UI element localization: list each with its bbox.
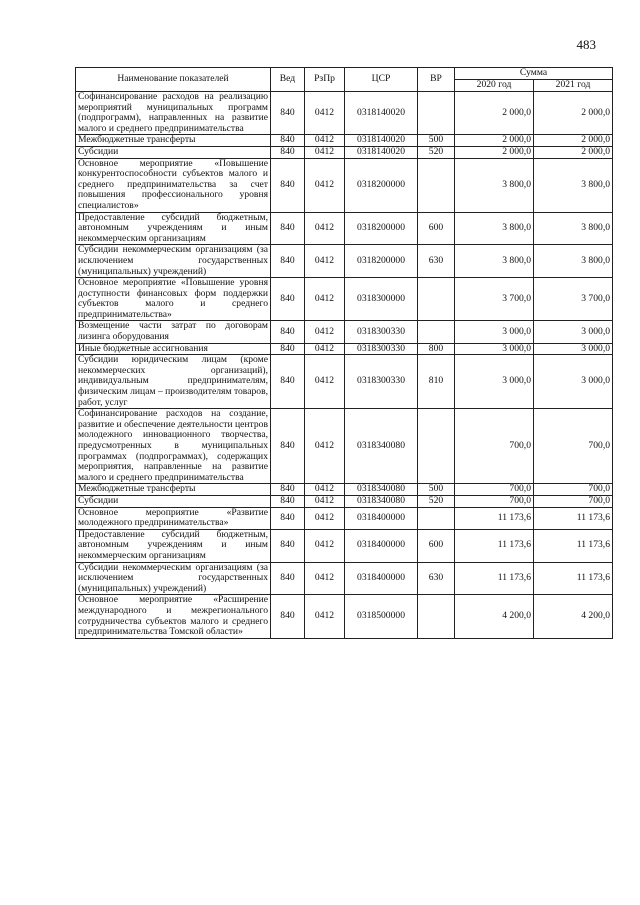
cell-vr: 500 — [418, 484, 455, 496]
cell-name: Основное мероприятие «Расширение международного и межрегионального сотрудничества субъектов малого и среднего предпринимательства Томской области» — [76, 595, 271, 638]
cell-name: Возмещение части затрат по договорам лизинга оборудования — [76, 321, 271, 343]
cell-2021: 2 000,0 — [534, 135, 613, 147]
cell-ved: 840 — [271, 595, 305, 638]
cell-rzpr: 0412 — [305, 343, 345, 355]
cell-csr: 0318340080 — [345, 495, 418, 507]
cell-csr: 0318200000 — [345, 158, 418, 212]
cell-name: Софинансирование расходов на создание, развитие и обеспечение деятельности центров молодежного инновационного творчества, предусмотренных в муниципальных программах (подпрограммах), содержащих мероприятия, направленные на развитие малого и среднего предпринимательства — [76, 409, 271, 484]
table-row — [76, 245, 613, 278]
cell-vr — [418, 278, 455, 321]
cell-2021: 700,0 — [534, 409, 613, 484]
cell-vr: 630 — [418, 562, 455, 595]
page-number: 483 — [576, 37, 596, 52]
table-row — [76, 484, 613, 496]
cell-ved: 840 — [271, 158, 305, 212]
table-row — [76, 92, 613, 135]
header-ved: Вед — [271, 68, 305, 92]
cell-csr: 0318340080 — [345, 484, 418, 496]
cell-2020: 3 000,0 — [455, 343, 534, 355]
cell-2021: 11 173,6 — [534, 507, 613, 529]
cell-2021: 3 000,0 — [534, 355, 613, 409]
cell-2021: 700,0 — [534, 495, 613, 507]
cell-csr: 0318300330 — [345, 321, 418, 343]
cell-csr: 0318140020 — [345, 146, 418, 158]
cell-ved: 840 — [271, 146, 305, 158]
cell-2020: 3 000,0 — [455, 321, 534, 343]
cell-csr: 0318200000 — [345, 212, 418, 245]
cell-2021: 2 000,0 — [534, 92, 613, 135]
cell-2020: 3 700,0 — [455, 278, 534, 321]
cell-name: Иные бюджетные ассигнования — [76, 343, 271, 355]
table-row — [76, 278, 613, 321]
cell-csr: 0318200000 — [345, 245, 418, 278]
table-row — [76, 507, 613, 529]
cell-2020: 2 000,0 — [455, 146, 534, 158]
cell-2021: 3 800,0 — [534, 245, 613, 278]
cell-2020: 4 200,0 — [455, 595, 534, 638]
cell-vr — [418, 321, 455, 343]
cell-rzpr: 0412 — [305, 158, 345, 212]
table-row — [76, 409, 613, 484]
header-year-2020: 2020 год — [455, 80, 534, 92]
header-rzpr: РзПр — [305, 68, 345, 92]
cell-2020: 700,0 — [455, 495, 534, 507]
cell-rzpr: 0412 — [305, 409, 345, 484]
cell-2020: 3 800,0 — [455, 245, 534, 278]
cell-2021: 3 000,0 — [534, 321, 613, 343]
cell-vr: 800 — [418, 343, 455, 355]
cell-2021: 3 700,0 — [534, 278, 613, 321]
cell-ved: 840 — [271, 321, 305, 343]
cell-csr: 0318300000 — [345, 278, 418, 321]
cell-2021: 11 173,6 — [534, 529, 613, 562]
cell-2020: 3 800,0 — [455, 212, 534, 245]
cell-name: Субсидии некоммерческим организациям (за исключением государственных (муниципальных) учреждений) — [76, 562, 271, 595]
cell-2021: 700,0 — [534, 484, 613, 496]
cell-2021: 2 000,0 — [534, 146, 613, 158]
cell-rzpr: 0412 — [305, 484, 345, 496]
cell-rzpr: 0412 — [305, 135, 345, 147]
cell-name: Субсидии — [76, 495, 271, 507]
cell-rzpr: 0412 — [305, 92, 345, 135]
cell-ved: 840 — [271, 484, 305, 496]
cell-2021: 3 800,0 — [534, 212, 613, 245]
cell-2020: 2 000,0 — [455, 135, 534, 147]
cell-vr: 810 — [418, 355, 455, 409]
cell-ved: 840 — [271, 355, 305, 409]
table-row — [76, 595, 613, 638]
cell-ved: 840 — [271, 245, 305, 278]
table-row — [76, 562, 613, 595]
header-csr: ЦСР — [345, 68, 418, 92]
cell-ved: 840 — [271, 495, 305, 507]
cell-2021: 3 000,0 — [534, 343, 613, 355]
cell-2020: 11 173,6 — [455, 529, 534, 562]
cell-ved: 840 — [271, 562, 305, 595]
table-row — [76, 158, 613, 212]
cell-vr — [418, 158, 455, 212]
cell-name: Софинансирование расходов на реализацию мероприятий муниципальных программ (подпрограмм), направленных на развитие малого и среднего предпринимательства — [76, 92, 271, 135]
cell-rzpr: 0412 — [305, 495, 345, 507]
cell-vr — [418, 409, 455, 484]
cell-name: Предоставление субсидий бюджетным, автономным учреждениям и иным некоммерческим организациям — [76, 212, 271, 245]
cell-name: Основное мероприятие «Повышение уровня доступности финансовых форм поддержки субъектов малого и среднего предпринимательства» — [76, 278, 271, 321]
header-name: Наименование показателей — [76, 68, 271, 92]
cell-rzpr: 0412 — [305, 529, 345, 562]
cell-name: Предоставление субсидий бюджетным, автономным учреждениям и иным некоммерческим организациям — [76, 529, 271, 562]
cell-ved: 840 — [271, 135, 305, 147]
cell-vr — [418, 507, 455, 529]
header-year-2021: 2021 год — [534, 80, 613, 92]
cell-name: Субсидии — [76, 146, 271, 158]
cell-name: Субсидии юридическим лицам (кроме некоммерческих организаций), индивидуальным предпринимателям, физическим лицам – производителям товаров, работ, услуг — [76, 355, 271, 409]
cell-rzpr: 0412 — [305, 278, 345, 321]
cell-2020: 11 173,6 — [455, 507, 534, 529]
cell-ved: 840 — [271, 507, 305, 529]
cell-2020: 3 800,0 — [455, 158, 534, 212]
cell-rzpr: 0412 — [305, 245, 345, 278]
cell-2020: 11 173,6 — [455, 562, 534, 595]
cell-2021: 3 800,0 — [534, 158, 613, 212]
table-row — [76, 343, 613, 355]
cell-name: Основное мероприятие «Развитие молодежного предпринимательства» — [76, 507, 271, 529]
table-header — [76, 68, 613, 92]
cell-rzpr: 0412 — [305, 321, 345, 343]
cell-rzpr: 0412 — [305, 562, 345, 595]
cell-vr: 600 — [418, 529, 455, 562]
cell-name: Субсидии некоммерческим организациям (за исключением государственных (муниципальных) учреждений) — [76, 245, 271, 278]
cell-vr: 500 — [418, 135, 455, 147]
table-row — [76, 146, 613, 158]
cell-ved: 840 — [271, 409, 305, 484]
cell-rzpr: 0412 — [305, 355, 345, 409]
cell-vr: 600 — [418, 212, 455, 245]
cell-vr: 520 — [418, 495, 455, 507]
table-row — [76, 529, 613, 562]
cell-csr: 0318500000 — [345, 595, 418, 638]
table-row — [76, 135, 613, 147]
table-row — [76, 495, 613, 507]
cell-ved: 840 — [271, 529, 305, 562]
cell-2021: 4 200,0 — [534, 595, 613, 638]
header-vr: ВР — [418, 68, 455, 92]
table-row — [76, 212, 613, 245]
header-sum: Сумма — [455, 68, 613, 80]
cell-rzpr: 0412 — [305, 146, 345, 158]
cell-2020: 2 000,0 — [455, 92, 534, 135]
cell-2020: 3 000,0 — [455, 355, 534, 409]
table-row — [76, 355, 613, 409]
cell-name: Межбюджетные трансферты — [76, 484, 271, 496]
cell-csr: 0318400000 — [345, 562, 418, 595]
cell-name: Межбюджетные трансферты — [76, 135, 271, 147]
cell-vr: 520 — [418, 146, 455, 158]
cell-csr: 0318140020 — [345, 92, 418, 135]
cell-ved: 840 — [271, 343, 305, 355]
cell-vr — [418, 92, 455, 135]
cell-ved: 840 — [271, 212, 305, 245]
cell-ved: 840 — [271, 92, 305, 135]
cell-csr: 0318340080 — [345, 409, 418, 484]
budget-table — [75, 67, 613, 639]
cell-csr: 0318140020 — [345, 135, 418, 147]
cell-rzpr: 0412 — [305, 507, 345, 529]
cell-csr: 0318300330 — [345, 343, 418, 355]
cell-vr — [418, 595, 455, 638]
cell-2020: 700,0 — [455, 409, 534, 484]
cell-ved: 840 — [271, 278, 305, 321]
cell-csr: 0318400000 — [345, 529, 418, 562]
table-body — [76, 92, 613, 639]
table-row — [76, 321, 613, 343]
cell-2021: 11 173,6 — [534, 562, 613, 595]
cell-csr: 0318300330 — [345, 355, 418, 409]
cell-rzpr: 0412 — [305, 212, 345, 245]
cell-rzpr: 0412 — [305, 595, 345, 638]
cell-name: Основное мероприятие «Повышение конкурентоспособности субъектов малого и среднего предпринимательства за счет повышения профессионального уровня специалистов» — [76, 158, 271, 212]
cell-vr: 630 — [418, 245, 455, 278]
cell-2020: 700,0 — [455, 484, 534, 496]
cell-csr: 0318400000 — [345, 507, 418, 529]
